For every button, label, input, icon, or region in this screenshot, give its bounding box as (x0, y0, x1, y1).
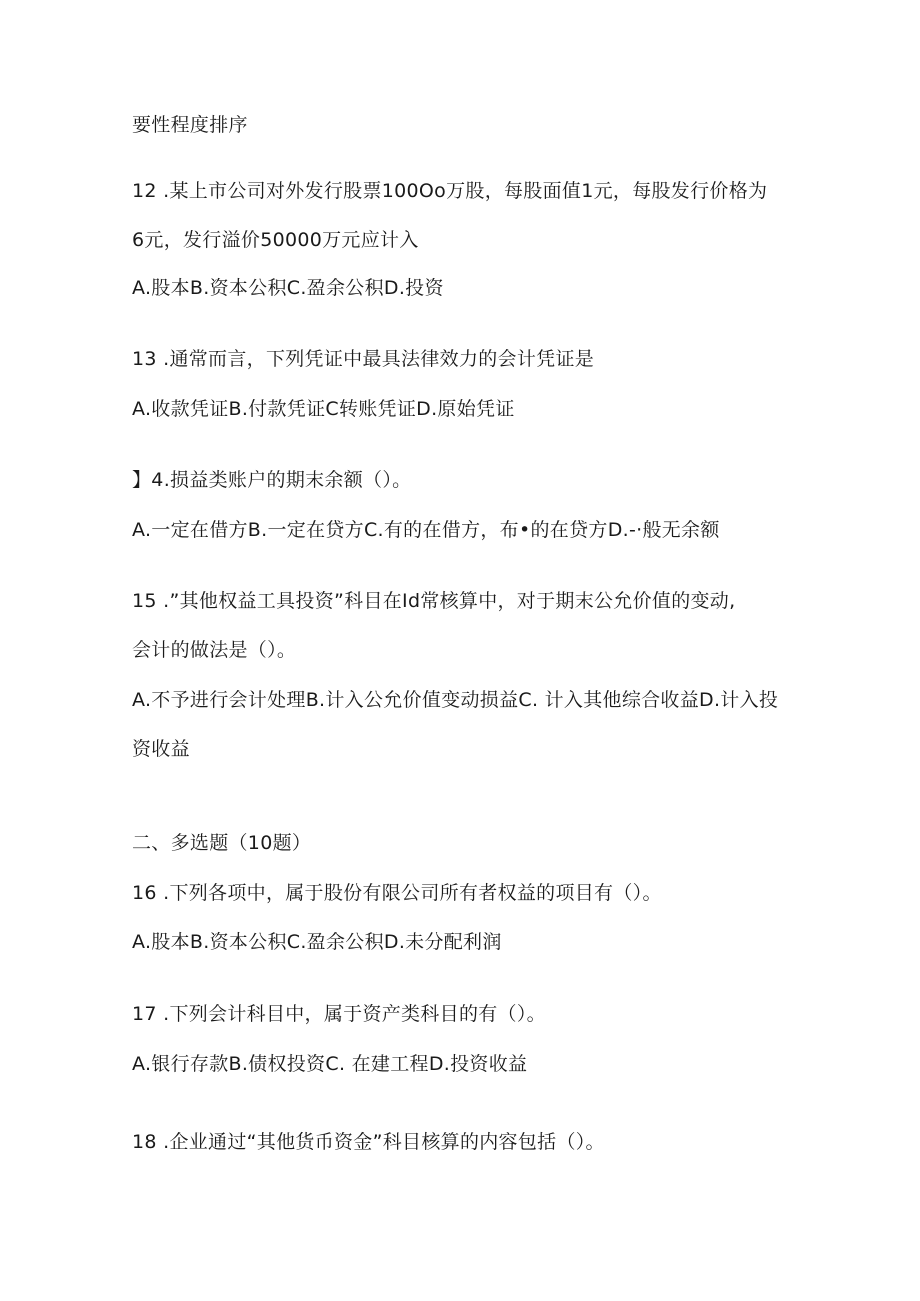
question-14-options: A.一定在借方B.一定在贷方C.有的在借方，布•的在贷方D.-·般无余额 (132, 519, 720, 541)
section-heading: 二、多选题（10题） (132, 832, 312, 854)
question-15-line-1: 15 .”其他权益工具投资”科目在Id常核算中，对于期末公允价值的变动, (132, 590, 736, 612)
question-13-options: A.收款凭证B.付款凭证C转账凭证D.原始凭证 (132, 398, 515, 420)
question-18: 18 .企业通过“其他货币资金”科目核算的内容包括（）。 (132, 1131, 605, 1153)
question-16: 16 .下列各项中，属于股份有限公司所有者权益的项目有（）。 (132, 882, 662, 904)
question-14: 】4.损益类账户的期末余额（）。 (132, 469, 412, 491)
question-15-line-2: 会计的做法是（）。 (132, 639, 297, 661)
question-12-options: A.股本B.资本公积C.盈余公积D.投资 (132, 277, 444, 299)
question-15-options-line-1: A.不予进行会计处理B.计入公允价值变动损益C. 计入其他综合收益D.计入投 (132, 689, 779, 711)
question-12-line-1: 12 .某上市公司对外发行股票100Oo万股，每股面值1元，每股发行价格为 (132, 180, 768, 202)
question-16-options: A.股本B.资本公积C.盈余公积D.未分配利润 (132, 931, 502, 953)
text-line: 要性程度排序 (132, 114, 248, 136)
question-13: 13 .通常而言，下列凭证中最具法律效力的会计凭证是 (132, 348, 595, 370)
question-15-options-line-2: 资收益 (132, 738, 190, 760)
question-12-line-2: 6元，发行溢价50000万元应计入 (132, 229, 419, 251)
question-17: 17 .下列会计科目中，属于资产类科目的有（）。 (132, 1003, 546, 1025)
question-17-options: A.银行存款B.债权投资C. 在建工程D.投资收益 (132, 1053, 528, 1075)
